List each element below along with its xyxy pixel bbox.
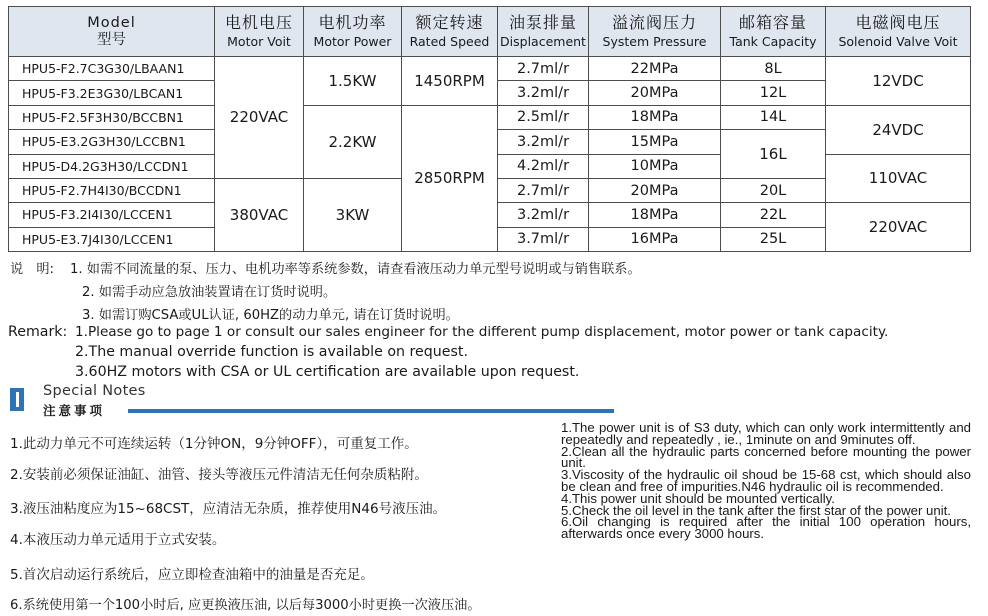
header-solenoid-voltage: 电磁阀电压 Solenoid Valve Voit [826, 7, 971, 57]
table-row [9, 57, 971, 81]
tank-cell: 20L [721, 178, 826, 202]
motor-power-cell: 1.5KW [304, 57, 402, 106]
displacement-cell: 3.2ml/r [498, 203, 589, 227]
note-zh-item: 2.安装前必须保证油缸、油管、接头等液压元件清洁无任何杂质粘附。 [10, 467, 428, 483]
valve-voltage-cell: 220VAC [826, 203, 971, 252]
pressure-cell: 18MPa [589, 105, 721, 129]
pressure-cell: 16MPa [589, 227, 721, 251]
table-row [9, 105, 971, 129]
pressure-cell: 18MPa [589, 203, 721, 227]
valve-voltage-cell: 110VAC [826, 154, 971, 203]
rated-speed-cell: 1450RPM [402, 57, 498, 106]
motor-voltage-cell: 380VAC [215, 178, 304, 251]
header-system-pressure: 溢流阀压力 System Pressure [589, 7, 721, 57]
table-header-row [9, 7, 971, 57]
remark-en-item: 1.Please go to page 1 or consult our sales engineer for the different pump displacement, motor power or tank capacity. [75, 324, 889, 340]
tank-cell: 25L [721, 227, 826, 251]
tank-cell: 22L [721, 203, 826, 227]
displacement-cell: 2.7ml/r [498, 178, 589, 202]
model-cell: HPU5-E3.7J4I30/LCCEN1 [9, 227, 215, 251]
model-cell: HPU5-E3.2G3H30/LCCBN1 [9, 130, 215, 154]
note-zh-item: 1.此动力单元不可连续运转（1分钟ON，9分钟OFF），可重复工作。 [10, 436, 418, 452]
note-en-item: 3.Viscosity of the hydraulic oil shoud be 15-68 cst, which should also be clean and free of impurities.N46 hydraulic oil is recommended. [561, 467, 971, 494]
note-en-item: 4.This power unit should be mounted vertically. [561, 490, 835, 506]
note-en-item: 6.Oil changing is required after the initial 100 operation hours, afterwards once every 3000 hours. [561, 514, 971, 542]
pressure-cell: 20MPa [589, 81, 721, 105]
header-motor-power: 电机功率 Motor Power [304, 7, 402, 57]
pressure-cell: 15MPa [589, 130, 721, 154]
displacement-cell: 3.2ml/r [498, 130, 589, 154]
displacement-cell: 3.7ml/r [498, 227, 589, 251]
note-en-item: 5.Check the oil level in the tank after the first star of the power unit. [561, 502, 951, 518]
model-cell: HPU5-F2.7C3G30/LBAAN1 [9, 57, 215, 81]
header-tank-capacity: 邮箱容量 Tank Capacity [721, 7, 826, 57]
header-rated-speed: 额定转速 Rated Speed [402, 7, 498, 57]
model-cell: HPU5-F3.2E3G30/LBCAN1 [9, 81, 215, 105]
remark-zh-label: 说 明: [10, 262, 55, 277]
special-notes-title-en: Special Notes [43, 383, 146, 399]
motor-voltage-cell: 220VAC [215, 57, 304, 179]
remark-en-item: 3.60HZ motors with CSA or UL certification are available upon request. [75, 364, 580, 380]
model-cell: HPU5-F2.5F3H30/BCCBN1 [9, 105, 215, 129]
model-cell: HPU5-F3.2I4I30/LCCEN1 [9, 203, 215, 227]
motor-power-cell: 3KW [304, 178, 402, 251]
notes-badge-icon [10, 388, 24, 411]
note-zh-item: 5.首次启动运行系统后，应立即检查油箱中的油量是否充足。 [10, 567, 374, 583]
note-zh-item: 6.系统使用第一个100小时后, 应更换液压油, 以后每3000小时更换一次液压油。 [10, 598, 481, 613]
note-en-item: 2.Clean all the hydraulic parts concerned before mounting the power unit. [561, 443, 971, 471]
tank-cell: 8L [721, 57, 826, 81]
header-displacement: 油泵排量 Displacement [498, 7, 589, 57]
header-model: Model 型号 [9, 7, 215, 57]
notes-en-column [561, 422, 971, 540]
remark-zh-item: 3. 如需订购CSA或UL认证, 60HZ的动力单元, 请在订货时说明。 [82, 308, 459, 323]
pressure-cell: 10MPa [589, 154, 721, 178]
tank-cell: 16L [721, 130, 826, 179]
displacement-cell: 2.7ml/r [498, 57, 589, 81]
remark-zh-item: 2. 如需手动应急放油装置请在订货时说明。 [82, 285, 337, 300]
displacement-cell: 4.2ml/r [498, 154, 589, 178]
displacement-cell: 3.2ml/r [498, 81, 589, 105]
remark-en-item: 2.The manual override function is available on request. [75, 344, 468, 360]
notes-divider [128, 409, 614, 413]
note-zh-item: 4.本液压动力单元适用于立式安装。 [10, 532, 226, 548]
valve-voltage-cell: 12VDC [826, 57, 971, 106]
header-motor-voltage: 电机电压 Motor Voit [215, 7, 304, 57]
tank-cell: 12L [721, 81, 826, 105]
remark-en-label: Remark: [8, 324, 68, 340]
model-cell: HPU5-D4.2G3H30/LCCDN1 [9, 154, 215, 178]
pressure-cell: 20MPa [589, 178, 721, 202]
motor-power-cell: 2.2KW [304, 105, 402, 178]
tank-cell: 14L [721, 105, 826, 129]
rated-speed-cell: 2850RPM [402, 105, 498, 251]
spec-table [8, 6, 971, 252]
special-notes-title-zh: 注意事项 [43, 403, 106, 418]
remark-zh-item: 1. 如需不同流量的泵、压力、电机功率等系统参数，请查看液压动力单元型号说明或与销售联系。 [70, 262, 641, 277]
pressure-cell: 22MPa [589, 57, 721, 81]
note-en-item: 1.The power unit is of S3 duty, which can only work intermittently and repeatedly and repeatedly , ie., 1minute on and 9minutes off. [561, 420, 971, 447]
displacement-cell: 2.5ml/r [498, 105, 589, 129]
note-zh-item: 3.液压油粘度应为15~68CST，应清洁无杂质，推荐使用N46号液压油。 [10, 501, 447, 517]
valve-voltage-cell: 24VDC [826, 105, 971, 154]
model-cell: HPU5-F2.7H4I30/BCCDN1 [9, 178, 215, 202]
